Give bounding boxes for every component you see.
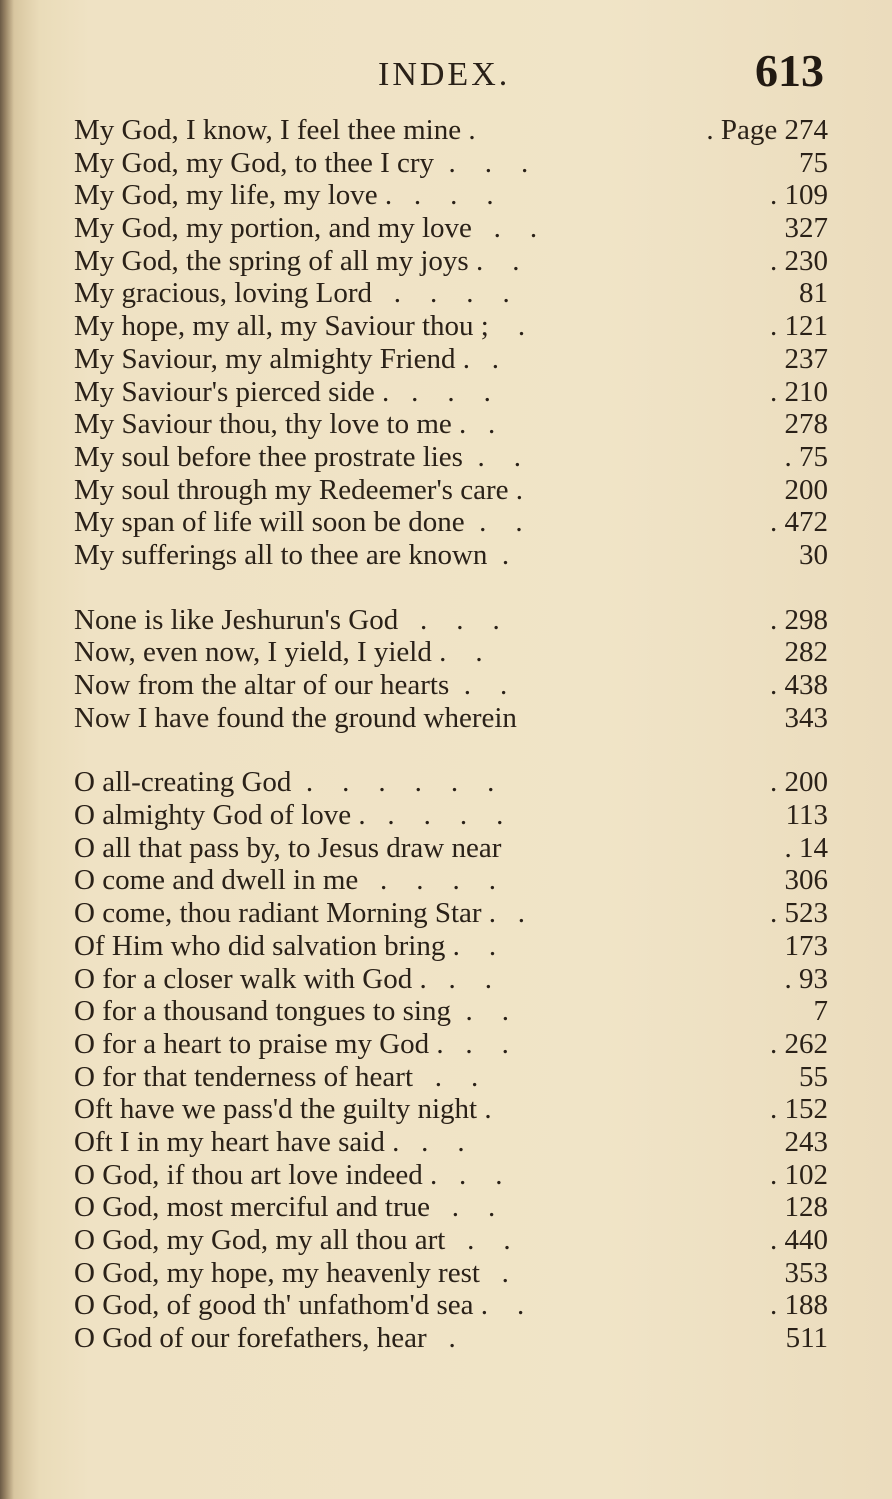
- page-reference: 128: [784, 1191, 828, 1224]
- dot-leader: . .: [445, 929, 497, 962]
- dot-leader: .: [508, 473, 523, 506]
- page-reference: . 93: [784, 962, 828, 995]
- page-reference: . 102: [770, 1158, 828, 1191]
- entry-text: [74, 1224, 511, 1257]
- index-entry: [74, 1289, 828, 1322]
- entry-text: [74, 212, 537, 245]
- index-entry: [74, 179, 828, 212]
- entry-text: [74, 1289, 524, 1322]
- group-spacer: [74, 734, 828, 766]
- hymn-title: My God, my portion, and my love: [74, 212, 472, 245]
- dot-leader: . . .: [398, 603, 500, 636]
- entry-text: [74, 147, 528, 180]
- index-entry: [74, 506, 828, 539]
- hymn-title: Of Him who did salvation bring: [74, 929, 446, 962]
- page-reference: 55: [799, 1060, 828, 1093]
- index-entry: [74, 1191, 828, 1224]
- hymn-title: O all that pass by, to Jesus draw near: [74, 831, 502, 864]
- index-entry: [74, 1061, 828, 1094]
- page-reference: 278: [784, 408, 828, 441]
- hymn-title: O for a thousand tongues to sing: [74, 995, 451, 1028]
- hymn-title: O for a heart to praise my God .: [74, 1027, 444, 1060]
- page-reference: . 121: [770, 310, 828, 343]
- hymn-title: O all-creating God: [74, 766, 292, 799]
- dot-leader: . . . .: [365, 799, 504, 832]
- index-entry: [74, 897, 828, 930]
- page-reference: 173: [784, 929, 828, 962]
- entry-text: [74, 408, 495, 441]
- index-entry: [74, 408, 828, 441]
- index-entry: [74, 310, 828, 343]
- entry-text: [74, 474, 523, 507]
- hymn-title: O come, thou radiant Morning Star .: [74, 897, 497, 930]
- dot-leader: . .: [437, 1158, 503, 1191]
- hymn-title: O come and dwell in me: [74, 864, 359, 897]
- entry-text: [74, 506, 523, 539]
- dot-leader: . .: [445, 1224, 511, 1256]
- hymn-title: My hope, my all, my Saviour thou: [74, 310, 474, 343]
- hymn-title: My God, the spring of all my joys: [74, 244, 469, 277]
- page-reference: 7: [813, 995, 828, 1028]
- entry-text: [74, 1028, 509, 1061]
- dot-leader: . .: [431, 636, 483, 669]
- dot-leader: ; .: [473, 310, 526, 343]
- entry-text: [74, 1061, 478, 1094]
- dot-leader: . .: [413, 1060, 479, 1093]
- page-reference: 282: [784, 636, 828, 669]
- page-reference: . 262: [770, 1027, 828, 1060]
- entry-text: [74, 702, 517, 735]
- dot-leader: .: [487, 538, 510, 571]
- page-reference: 113: [785, 799, 828, 832]
- dot-leader: . .: [468, 244, 520, 277]
- page-reference: . 14: [784, 831, 828, 864]
- hymn-title: O for a closer walk with God .: [74, 962, 427, 995]
- hymn-title: My gracious, loving Lord: [74, 277, 373, 310]
- index-entry: [74, 376, 828, 409]
- entry-text: [74, 114, 476, 147]
- hymn-title: My God, my life, my love .: [74, 179, 393, 212]
- dot-leader: .: [461, 114, 476, 146]
- hymn-title: My Saviour, my almighty Friend .: [74, 342, 470, 375]
- page-reference: . 75: [784, 440, 828, 473]
- hymn-title: My God, my God, to thee I cry: [74, 146, 435, 179]
- page-reference: . 472: [770, 506, 828, 539]
- entry-text: [74, 963, 492, 996]
- index-entry: [74, 1322, 828, 1355]
- entry-text: [74, 864, 496, 897]
- index-entry: [74, 930, 828, 963]
- dot-leader: . . .: [389, 375, 491, 408]
- page-reference: 237: [784, 342, 828, 375]
- page-reference: . 440: [770, 1224, 828, 1256]
- entry-text: [74, 1191, 495, 1224]
- page-reference: 343: [784, 701, 828, 734]
- entry-text: [74, 1159, 502, 1192]
- entry-text: [74, 636, 483, 669]
- dot-leader: . .: [426, 962, 492, 995]
- hymn-title: O almighty God of love .: [74, 799, 366, 832]
- hymn-title: None is like Jeshurun's God: [74, 603, 399, 636]
- entry-text: [74, 179, 494, 212]
- dot-leader: . .: [471, 212, 538, 245]
- index-entry: [74, 604, 828, 637]
- entry-text: [74, 245, 519, 278]
- entry-text: [74, 1093, 492, 1126]
- page-reference: . 152: [770, 1093, 828, 1126]
- hymn-title: O God, my hope, my heavenly rest: [74, 1256, 480, 1289]
- index-entry: [74, 636, 828, 669]
- page-number: 613: [755, 45, 824, 96]
- entry-text: [74, 799, 503, 832]
- index-entry: [74, 1257, 828, 1290]
- index-entry: [74, 1028, 828, 1061]
- page-reference: 327: [784, 212, 828, 245]
- hymn-title: Oft I in my heart have said .: [74, 1125, 400, 1158]
- dot-leader: . .: [473, 1289, 525, 1322]
- entry-text: [74, 897, 525, 930]
- dot-leader: . .: [399, 1125, 465, 1158]
- page-reference: 30: [799, 538, 828, 571]
- dot-leader: . . .: [434, 146, 529, 179]
- index-entry: [74, 245, 828, 278]
- index-entry: [74, 1093, 828, 1126]
- hymn-title: Now from the altar of our hearts: [74, 669, 450, 701]
- index-entry: [74, 212, 828, 245]
- index-entry: [74, 474, 828, 507]
- page-reference: . 298: [770, 603, 828, 636]
- entry-text: [74, 832, 501, 865]
- page-header: [0, 44, 892, 104]
- dot-leader: . . . .: [372, 277, 510, 310]
- dot-leader: .: [469, 342, 499, 375]
- dot-leader: . . . . . .: [291, 766, 495, 799]
- index-entry: [74, 669, 828, 702]
- page-reference: . 188: [770, 1289, 828, 1322]
- entry-text: [74, 441, 521, 474]
- index-entry: [74, 539, 828, 572]
- hymn-title: My soul before thee prostrate lies: [74, 440, 463, 473]
- hymn-title: Oft have we pass'd the guilty night .: [74, 1093, 492, 1126]
- index-entry: [74, 1224, 828, 1257]
- index-list: [74, 114, 828, 1355]
- index-entry: [74, 995, 828, 1028]
- hymn-title: My sufferings all to thee are known: [74, 538, 488, 571]
- page-reference: 306: [784, 864, 828, 897]
- index-entry: [74, 702, 828, 735]
- index-entry: [74, 864, 828, 897]
- hymn-title: O God, my God, my all thou art: [74, 1224, 446, 1256]
- hymn-title: O God, most merciful and true: [74, 1191, 430, 1224]
- index-entry: [74, 114, 828, 147]
- entry-text: [74, 669, 507, 702]
- page-reference: 81: [799, 277, 828, 310]
- hymn-title: Now, even now, I yield, I yield: [74, 636, 432, 669]
- hymn-title: Now I have found the ground wherein: [74, 701, 517, 734]
- entry-text: [74, 1322, 456, 1355]
- hymn-title: My span of life will soon be done: [74, 506, 465, 539]
- entry-text: [74, 604, 500, 637]
- index-heading: INDEX.: [378, 56, 511, 93]
- group-spacer: [74, 572, 828, 604]
- hymn-title: O God, if thou art love indeed .: [74, 1158, 438, 1191]
- page-reference: 353: [784, 1256, 828, 1289]
- dot-leader: . .: [443, 1027, 509, 1060]
- dot-leader: .: [426, 1322, 456, 1355]
- page-reference: 200: [784, 473, 828, 506]
- entry-text: [74, 310, 525, 343]
- dot-leader: . .: [462, 440, 521, 473]
- page-reference: . 210: [770, 375, 828, 408]
- page-reference: . 438: [770, 669, 828, 701]
- entry-text: [74, 995, 509, 1028]
- index-entry: [74, 1159, 828, 1192]
- page-reference: 243: [784, 1125, 828, 1158]
- dot-leader: .: [479, 1256, 509, 1289]
- page-reference: . 200: [770, 766, 828, 799]
- index-entry: [74, 963, 828, 996]
- index-entry: [74, 277, 828, 310]
- dot-leader: .: [466, 408, 496, 441]
- hymn-title: My Saviour's pierced side .: [74, 375, 390, 408]
- page-reference: . Page 274: [706, 114, 828, 146]
- hymn-title: O for that tenderness of heart: [74, 1060, 414, 1093]
- hymn-title: O God of our forefathers, hear: [74, 1322, 427, 1355]
- index-entry: [74, 1126, 828, 1159]
- index-entry: [74, 343, 828, 376]
- dot-leader: . .: [429, 1191, 496, 1224]
- index-entry: [74, 832, 828, 865]
- entry-text: [74, 376, 491, 409]
- entry-text: [74, 343, 499, 376]
- hymn-title: O God, of good th' unfathom'd sea: [74, 1289, 474, 1322]
- hymn-title: My soul through my Redeemer's care: [74, 473, 509, 506]
- entry-text: [74, 930, 496, 963]
- entry-text: [74, 1257, 509, 1290]
- hymn-title: My Saviour thou, thy love to me .: [74, 408, 467, 441]
- index-entry: [74, 766, 828, 799]
- dot-leader: . . . .: [358, 864, 497, 897]
- index-entry: [74, 147, 828, 180]
- entry-text: [74, 277, 510, 310]
- page-reference: . 523: [770, 897, 828, 930]
- page-reference: . 109: [770, 179, 828, 212]
- page-reference: 75: [799, 146, 828, 179]
- dot-leader: . . .: [392, 179, 494, 212]
- dot-leader: . .: [450, 995, 509, 1028]
- dot-leader: . .: [449, 669, 508, 701]
- dot-leader: .: [496, 897, 526, 930]
- page-reference: . 230: [770, 244, 828, 277]
- index-entry: [74, 799, 828, 832]
- hymn-title: My God, I know, I feel thee mine: [74, 114, 462, 146]
- entry-text: [74, 539, 509, 572]
- dot-leader: . .: [464, 506, 523, 539]
- page-reference: 511: [785, 1322, 828, 1355]
- index-entry: [74, 441, 828, 474]
- entry-text: [74, 1126, 465, 1159]
- entry-text: [74, 766, 494, 799]
